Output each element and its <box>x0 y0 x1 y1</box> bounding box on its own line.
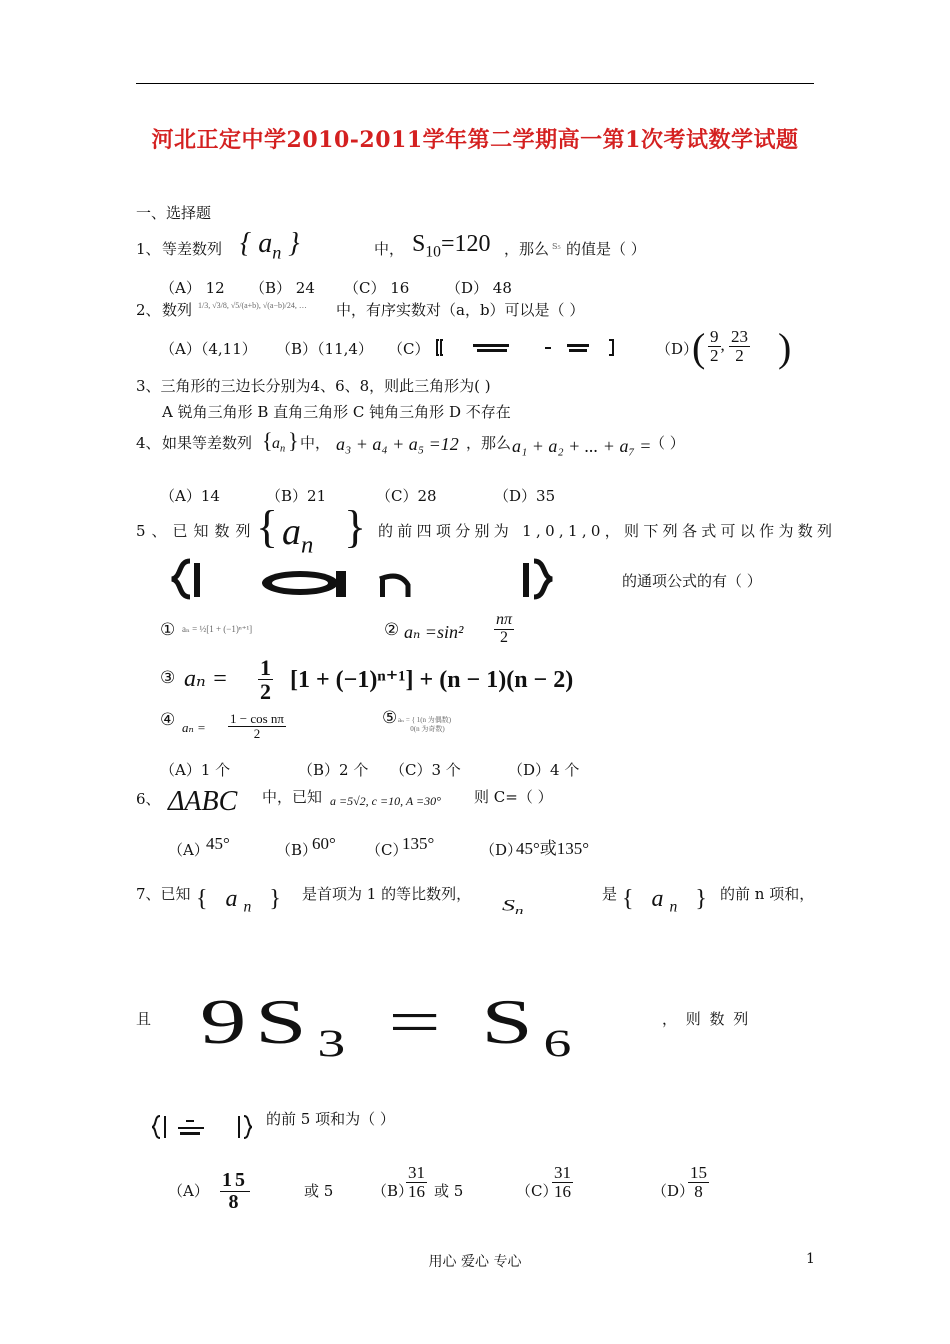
formula-3-rest: [1 + (−1)ⁿ⁺¹] + (n − 1)(n − 2) <box>290 667 574 693</box>
q4-condition: a₃ + a₄ + a₅ =12 <box>336 434 459 454</box>
q4-sum: a₁ + a₂ + ... + a₇ = <box>512 436 652 456</box>
sequence-small: 1/3, √3/8, √5/(a+b), √(a−b)/24, … <box>198 301 307 310</box>
formula-5-small: aₙ = { 1(n 为偶数) 0(n 为奇数) <box>398 716 452 734</box>
formula-1-small: aₙ = ½[1 + (−1)ⁿ⁺¹] <box>182 624 253 634</box>
large-equation: 9S₃ = S₆ <box>200 986 583 1057</box>
page-footer: 用心 爱心 专心 <box>428 1254 522 1270</box>
large-sequence-graphic <box>168 555 563 603</box>
triangle-abc: ΔABC <box>168 786 238 817</box>
section-heading: 一、选择题 <box>136 204 212 222</box>
exam-title: 河北正定中学2010-2011学年第二学期高一第1次考试数学试题 <box>151 127 799 153</box>
sequence-notation: { $a_n$ } <box>240 228 300 263</box>
s10-formula: $S_{10}=120$ <box>412 231 491 261</box>
reciprocal-sequence-graphic <box>152 1113 252 1141</box>
page-number: 1 <box>806 1251 815 1267</box>
header-rule <box>136 83 814 84</box>
garbled-formula-graphic <box>435 336 625 358</box>
